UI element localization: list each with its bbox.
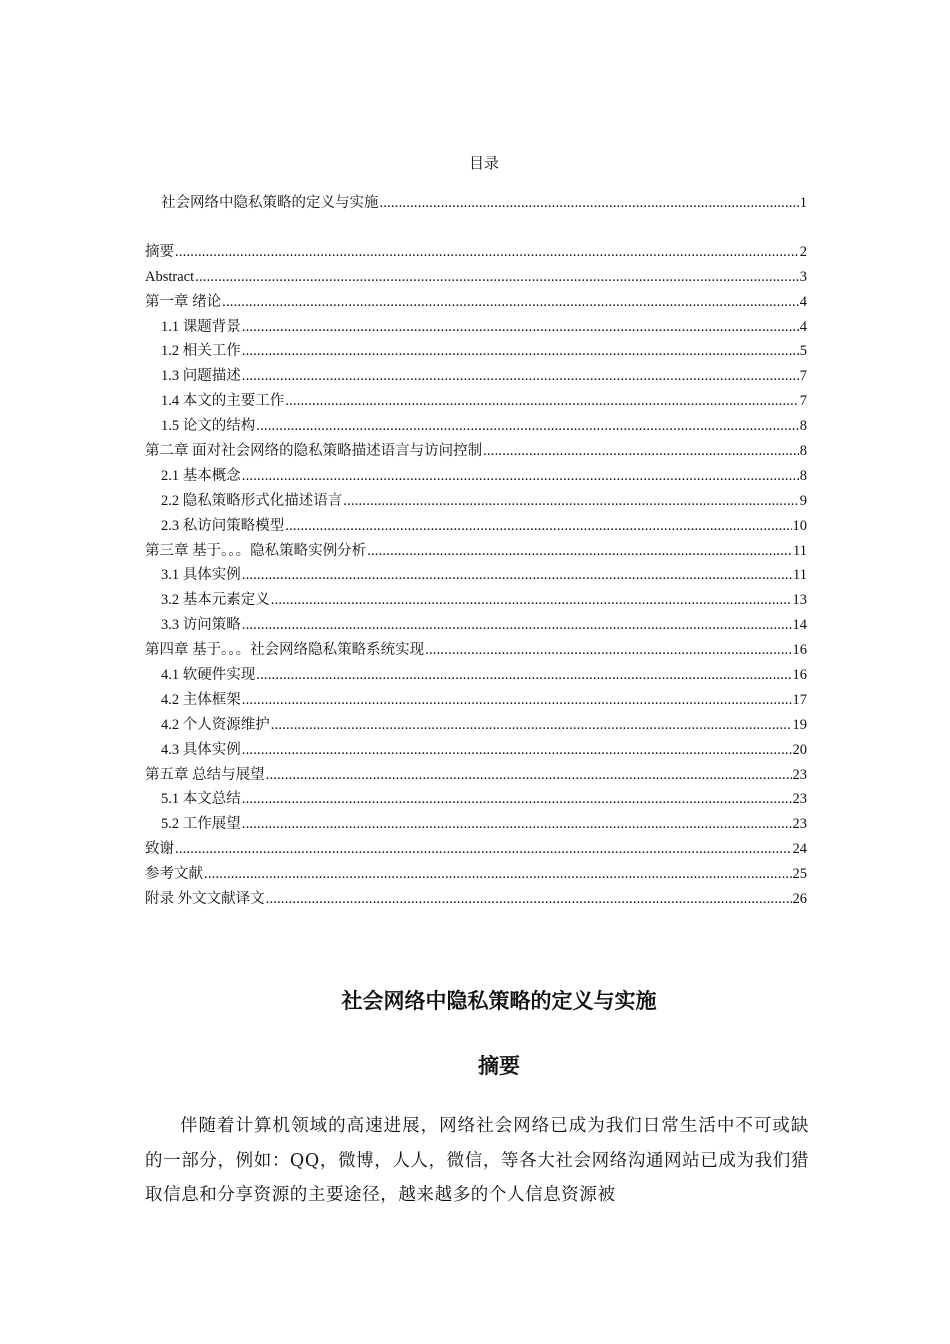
toc-entry[interactable] bbox=[145, 265, 807, 290]
toc-entry[interactable] bbox=[145, 439, 807, 464]
toc-leader bbox=[343, 489, 799, 514]
toc-leader bbox=[271, 713, 792, 738]
toc-entry-page: 25 bbox=[792, 866, 807, 883]
toc-entry-page: 4 bbox=[799, 318, 807, 335]
toc-entry-page: 8 bbox=[799, 467, 807, 484]
toc-leader bbox=[242, 613, 792, 638]
toc-leader bbox=[242, 364, 799, 389]
toc-entry[interactable] bbox=[145, 663, 807, 688]
toc-leader bbox=[242, 464, 799, 489]
toc-leader bbox=[242, 738, 792, 763]
toc-entry-text: 3.3 访问策略 bbox=[161, 617, 241, 634]
toc-leader bbox=[222, 290, 799, 315]
toc-entry[interactable] bbox=[145, 588, 807, 613]
toc-entry-page: 26 bbox=[792, 891, 807, 908]
table-of-contents bbox=[145, 191, 807, 912]
toc-entry[interactable] bbox=[145, 563, 807, 588]
toc-leader bbox=[367, 539, 792, 564]
toc-entry-text: 4.2 个人资源维护 bbox=[161, 716, 270, 733]
toc-entry-page: 23 bbox=[792, 766, 807, 783]
toc-entry-page: 24 bbox=[792, 841, 807, 858]
toc-entry-text: 1.4 本文的主要工作 bbox=[161, 393, 285, 410]
toc-leader bbox=[204, 862, 792, 887]
toc-entry-text: 第四章 基于。。。社会网络隐私策略系统实现 bbox=[145, 642, 425, 659]
toc-entry[interactable] bbox=[145, 613, 807, 638]
toc-entry-page: 7 bbox=[799, 368, 807, 385]
toc-leader bbox=[242, 339, 799, 364]
toc-entry[interactable] bbox=[145, 887, 807, 912]
toc-entry-page: 4 bbox=[799, 293, 807, 310]
toc-leader bbox=[175, 240, 799, 265]
toc-entry[interactable] bbox=[145, 290, 807, 315]
toc-entry[interactable] bbox=[145, 763, 807, 788]
toc-entry-text: 1.3 问题描述 bbox=[161, 368, 241, 385]
toc-leader bbox=[242, 812, 792, 837]
toc-leader bbox=[256, 663, 791, 688]
toc-entry-page: 5 bbox=[799, 343, 807, 360]
toc-entry-text: 第二章 面对社会网络的隐私策略描述语言与访问控制 bbox=[145, 443, 483, 460]
toc-entry-page: 23 bbox=[792, 816, 807, 833]
toc-entry-text: 第三章 基于。。。隐私策略实例分析 bbox=[145, 542, 367, 559]
toc-entry-page: 1 bbox=[799, 195, 807, 211]
toc-entry-text: 第五章 总结与展望 bbox=[145, 766, 265, 783]
toc-entry[interactable] bbox=[145, 713, 807, 738]
toc-entry[interactable] bbox=[145, 389, 807, 414]
toc-entry-page: 9 bbox=[799, 492, 807, 509]
toc-entry[interactable] bbox=[145, 539, 807, 564]
toc-leader bbox=[175, 837, 792, 862]
toc-entry[interactable] bbox=[145, 862, 807, 887]
toc-entry-text: 1.1 课题背景 bbox=[161, 318, 241, 335]
toc-entry-page: 7 bbox=[799, 393, 807, 410]
toc-entry-text: 3.2 基本元素定义 bbox=[161, 592, 270, 609]
toc-entry[interactable] bbox=[145, 364, 807, 389]
toc-entry-text: 4.2 主体框架 bbox=[161, 691, 241, 708]
toc-entry-text: 4.3 具体实例 bbox=[161, 741, 241, 758]
toc-leader bbox=[256, 414, 799, 439]
toc-entry[interactable] bbox=[145, 464, 807, 489]
toc-entry-page: 10 bbox=[792, 517, 807, 534]
toc-entry-page: 17 bbox=[792, 691, 807, 708]
toc-entry-text: 1.2 相关工作 bbox=[161, 343, 241, 360]
toc-entry[interactable] bbox=[145, 191, 807, 216]
toc-entry[interactable] bbox=[145, 315, 807, 340]
toc-entry-page: 23 bbox=[792, 791, 807, 808]
toc-entry-page: 2 bbox=[799, 243, 807, 260]
toc-entry-page: 8 bbox=[799, 418, 807, 435]
toc-entry-text: 附录 外文文献译文 bbox=[145, 891, 265, 908]
toc-leader bbox=[195, 265, 799, 290]
toc-entry-text: 5.2 工作展望 bbox=[161, 816, 241, 833]
toc-entry[interactable] bbox=[145, 812, 807, 837]
toc-entry-text: 5.1 本文总结 bbox=[161, 791, 241, 808]
toc-entry-text: 3.1 具体实例 bbox=[161, 567, 241, 584]
toc-entry[interactable] bbox=[145, 514, 807, 539]
toc-entry-page: 11 bbox=[793, 542, 807, 559]
toc-entry[interactable] bbox=[145, 414, 807, 439]
toc-leader bbox=[266, 887, 792, 912]
toc-leader bbox=[266, 763, 792, 788]
toc-entry-text: Abstract bbox=[145, 268, 195, 285]
toc-entry-text: 2.2 隐私策略形式化描述语言 bbox=[161, 492, 343, 509]
toc-entry-text: 致谢 bbox=[145, 841, 174, 858]
toc-entry-text: 2.1 基本概念 bbox=[161, 467, 241, 484]
toc-entry-text: 第一章 绪论 bbox=[145, 293, 222, 310]
toc-entry-page: 3 bbox=[799, 268, 807, 285]
toc-entry-page: 19 bbox=[792, 716, 807, 733]
toc-entry-page: 16 bbox=[792, 667, 807, 684]
toc-entry-page: 20 bbox=[792, 741, 807, 758]
abstract-paragraph: 伴随着计算机领域的高速进展，网络社会网络已成为我们日常生活中不可或缺的一部分，例如：QQ，微博，人人，微信，等各大社会网络沟通网站已成为我们猎取信息和分享资源的主要途径，越来越多的个人信息资源被 bbox=[145, 1116, 809, 1205]
toc-entry[interactable] bbox=[145, 738, 807, 763]
toc-leader bbox=[242, 688, 792, 713]
toc-entry-text: 4.1 软硬件实现 bbox=[161, 667, 256, 684]
toc-entry-text: 社会网络中隐私策略的定义与实施 bbox=[161, 195, 379, 211]
toc-leader bbox=[242, 315, 799, 340]
toc-entry[interactable] bbox=[145, 638, 807, 663]
toc-leader bbox=[380, 191, 799, 216]
toc-leader bbox=[483, 439, 799, 464]
toc-leader bbox=[285, 514, 791, 539]
toc-entry-page: 11 bbox=[793, 567, 807, 584]
toc-entry[interactable] bbox=[145, 240, 807, 265]
toc-leader bbox=[242, 787, 792, 812]
toc-leader bbox=[242, 563, 792, 588]
toc-leader bbox=[285, 389, 799, 414]
toc-entry-text: 摘要 bbox=[145, 243, 174, 260]
toc-entry-text: 参考文献 bbox=[145, 866, 203, 883]
toc-entry[interactable] bbox=[145, 837, 807, 862]
toc-entry-page: 8 bbox=[799, 443, 807, 460]
toc-leader bbox=[271, 588, 792, 613]
toc-entry-text: 2.3 私访问策略模型 bbox=[161, 517, 285, 534]
toc-entry-page: 13 bbox=[792, 592, 807, 609]
toc-entry-page: 14 bbox=[792, 617, 807, 634]
toc-entry-text: 1.5 论文的结构 bbox=[161, 418, 256, 435]
toc-title: 目录 bbox=[468, 156, 499, 172]
document-title: 社会网络中隐私策略的定义与实施 bbox=[341, 989, 657, 1013]
abstract-heading: 摘要 bbox=[478, 1054, 520, 1078]
toc-leader bbox=[425, 638, 791, 663]
toc-entry[interactable] bbox=[145, 787, 807, 812]
toc-entry[interactable] bbox=[145, 489, 807, 514]
toc-entry-page: 16 bbox=[792, 642, 807, 659]
toc-entry[interactable] bbox=[145, 688, 807, 713]
toc-entry[interactable] bbox=[145, 339, 807, 364]
